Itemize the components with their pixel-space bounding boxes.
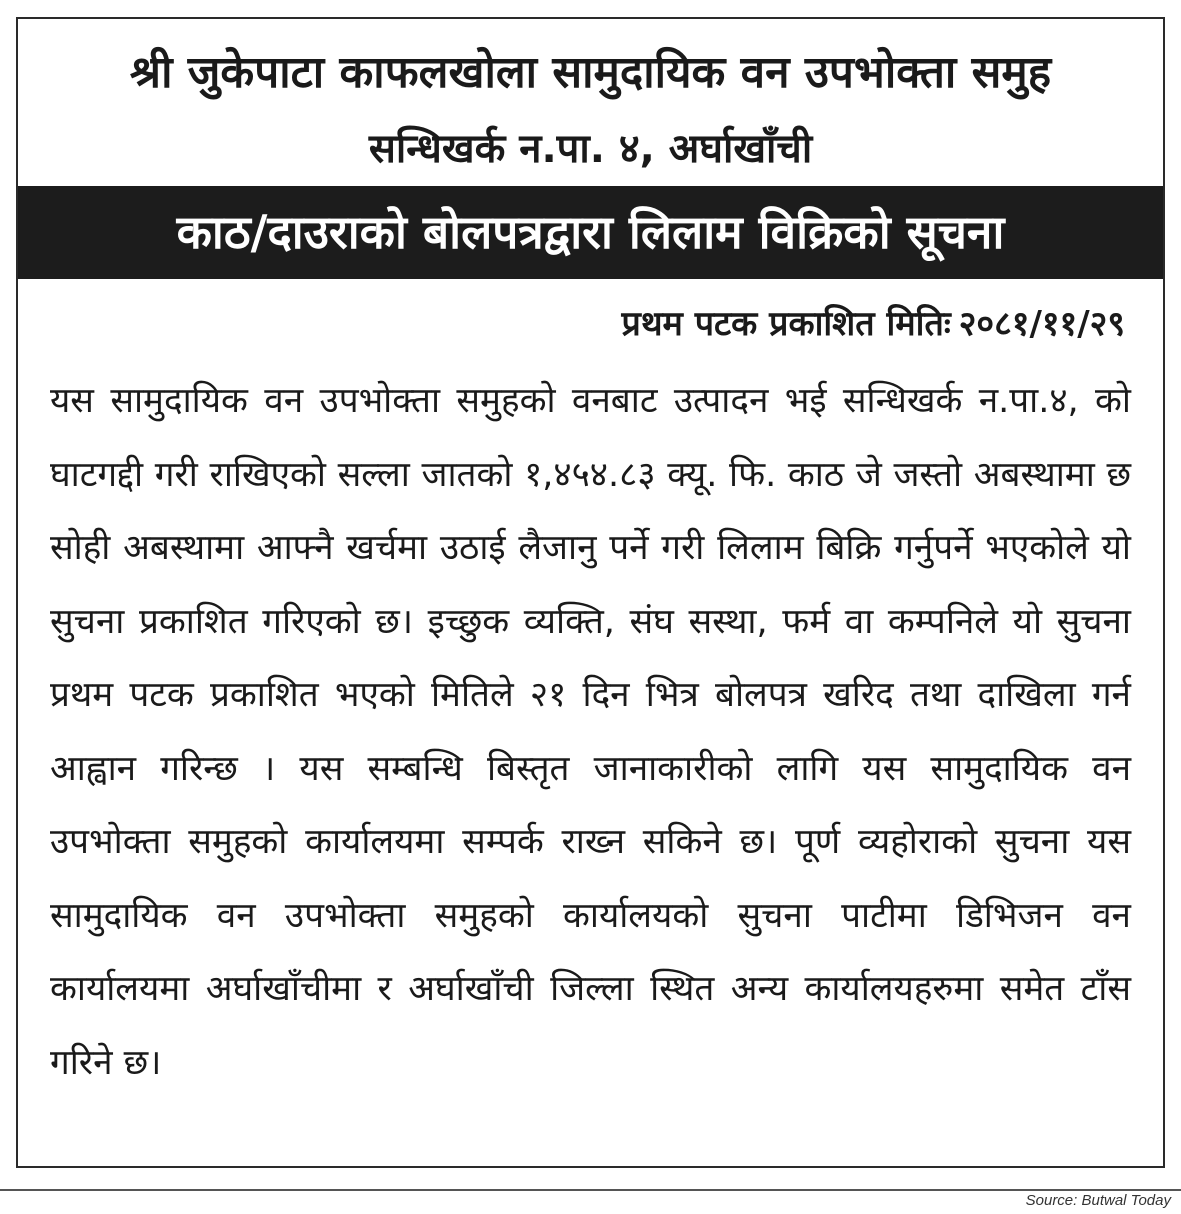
org-address: सन्धिखर्क न.पा. ४, अर्घाखाँची: [368, 126, 813, 172]
source-credit: Source: Butwal Today: [1025, 1192, 1171, 1209]
notice-box: [16, 17, 1165, 1168]
publish-date-line: [621, 299, 1125, 349]
footer-divider: [0, 1189, 1181, 1191]
publish-date-value: २०८१/११/२९: [958, 304, 1125, 344]
notice-body: यस सामुदायिक वन उपभोक्ता समुहको वनबाट उत्पादन भई सन्धिखर्क न.पा.४, को घाटगद्दी गरी राखिएको सल्ला जातको १,४५४.८३ क्यू. फि. काठ जे जस्तो अबस्थामा छ सोही अबस्थामा आफ्नै खर्चमा उठाई लैजानु पर्ने गरी लिलाम बिक्रि गर्नुपर्ने भएकोले यो सुचना प्रकाशित गरिएको छ। इच्छुक व्यक्ति, संघ सस्था, फर्म वा कम्पनिले यो सुचना प्रथम पटक प्रकाशित भएको मितिले २१ दिन भित्र बोलपत्र खरिद तथा दाखिला गर्न आह्वान गरिन्छ । यस सम्बन्धि बिस्तृत जानाकारीको लागि यस सामुदायिक वन उपभोक्ता समुहको कार्यालयमा सम्पर्क राख्न सकिने छ। पूर्ण व्यहोराको सुचना यस सामुदायिक वन उपभोक्ता समुहको कार्यालयको सुचना पाटीमा डिभिजन वन कार्यालयमा अर्घाखाँचीमा र अर्घाखाँची जिल्ला स्थित अन्य कार्यालयहरुमा समेत टाँस गरिने छ।: [50, 381, 1131, 1083]
notice-title: काठ/दाउराको बोलपत्रद्वारा लिलाम विक्रिको सूचना: [18, 186, 1163, 279]
org-name: श्री जुकेपाटा काफलखोला सामुदायिक वन उपभोक्ता समुह: [129, 47, 1052, 98]
publish-date-label: प्रथम पटक प्रकाशित मितिः: [621, 304, 951, 344]
